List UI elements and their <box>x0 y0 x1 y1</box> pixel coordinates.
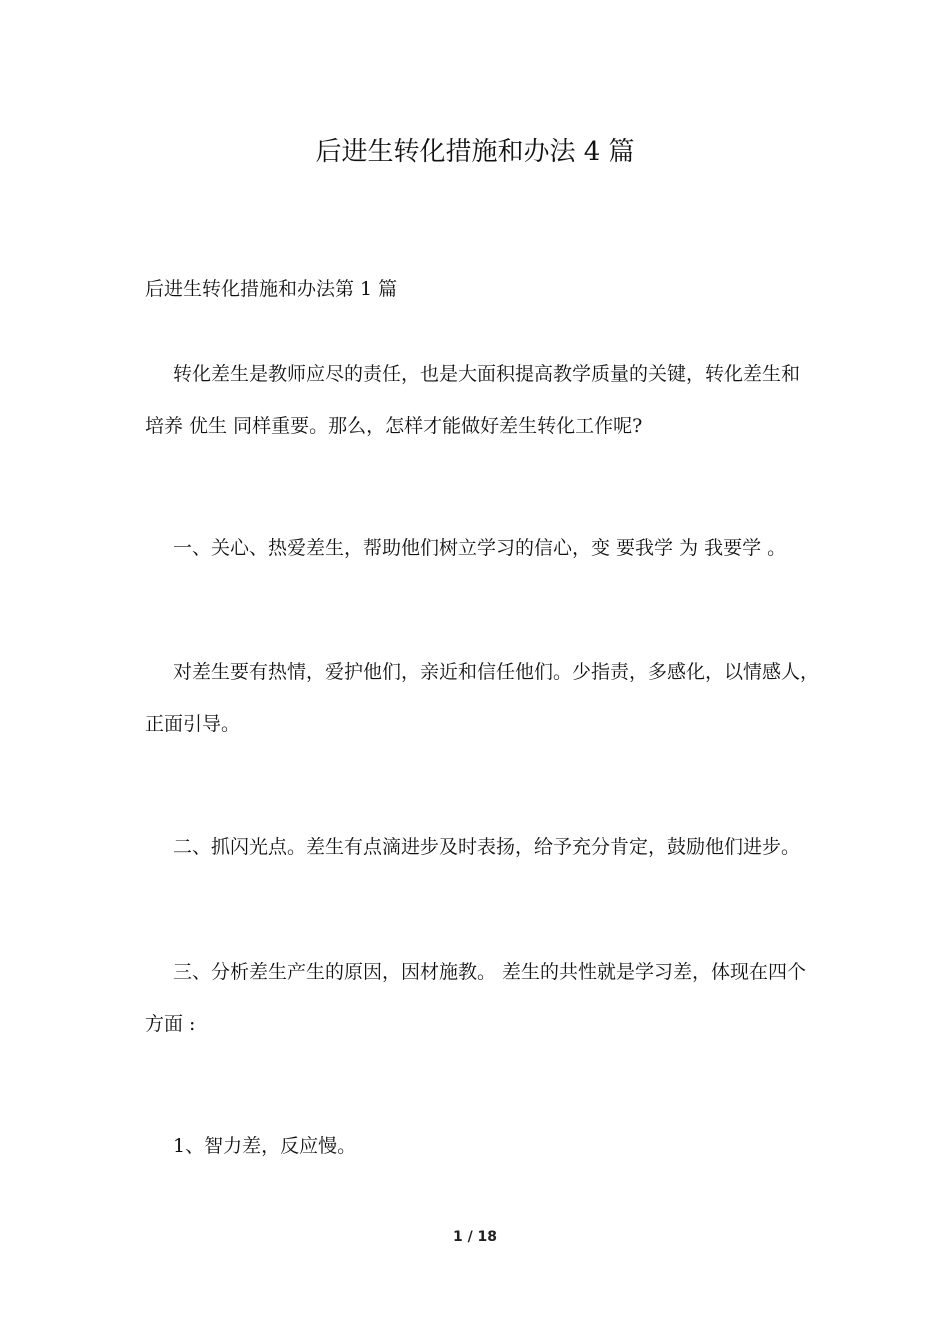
paragraph-1-line-2: 培养 优生 同样重要。那么，怎样才能做好差生转化工作呢? <box>145 415 643 437</box>
paragraph-5-line-2: 方面 : <box>145 1013 196 1035</box>
paragraph-5-line-1: 三、分析差生产生的原因，因材施教。 差生的共性就是学习差，体现在四个 <box>173 961 807 983</box>
page-number-indicator: 1 / 18 <box>452 1229 498 1245</box>
section-heading: 后进生转化措施和办法第 1 篇 <box>145 278 398 300</box>
paragraph-3 <box>145 646 820 750</box>
document-title: 后进生转化措施和办法 4 篇 <box>315 137 635 167</box>
paragraph-2-line-1: 一、关心、热爱差生，帮助他们树立学习的信心，变 要我学 为 我要学 。 <box>173 537 787 559</box>
paragraph-6-line-1: 1、智力差，反应慢。 <box>173 1135 357 1157</box>
paragraph-4 <box>145 821 815 873</box>
paragraph-3-line-1: 对差生要有热情，爱护他们，亲近和信任他们。少指责，多感化，以情感人， <box>173 661 820 683</box>
paragraph-4-line-1: 二、抓闪光点。差生有点滴进步及时表扬，给予充分肯定，鼓励他们进步。 <box>173 836 801 858</box>
paragraph-1-line-1: 转化差生是教师应尽的责任，也是大面积提高教学质量的关键，转化差生和 <box>173 363 801 385</box>
paragraph-1 <box>145 348 815 452</box>
paragraph-2 <box>145 522 815 574</box>
paragraph-6 <box>145 1120 815 1172</box>
paragraph-5 <box>145 946 815 1050</box>
paragraph-3-line-2: 正面引导。 <box>145 713 241 735</box>
